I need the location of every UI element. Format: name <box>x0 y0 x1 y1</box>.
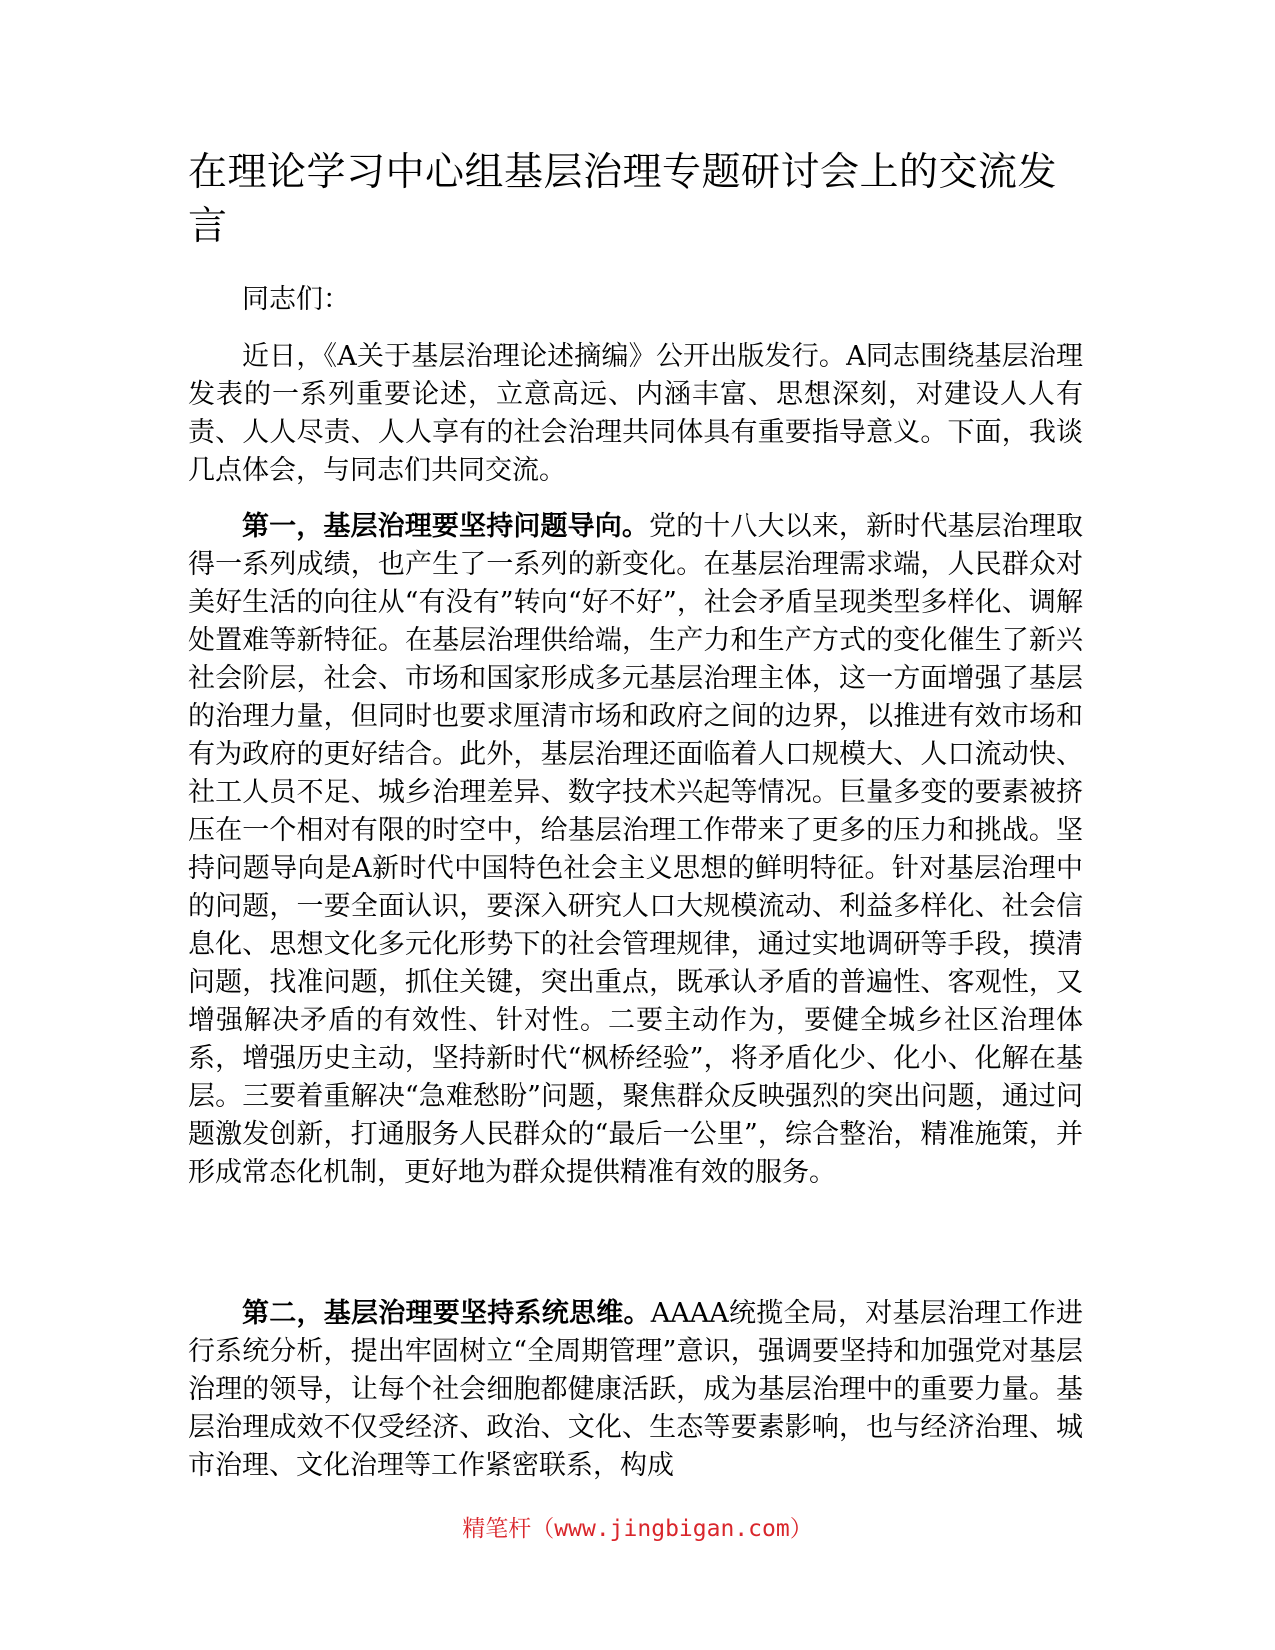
section-heading-1: 第一，基层治理要坚持问题导向。 <box>242 511 649 542</box>
section-text-2: AAAA统揽全局，对基层治理工作进行系统分析，提出牢固树立“全周期管理”意识，强调要坚持和加强党对基层治理的领导，让每个社会细胞都健康活跃，成为基层治理中的重要力量。基层治理成效不仅受经济、政治、文化、生态等要素影响，也与经济治理、城市治理、文化治理等工作紧密联系，构成 <box>188 1298 1083 1481</box>
intro-paragraph: 近日，《A关于基层治理论述摘编》公开出版发行。A同志围绕基层治理发表的一系列重要论述，立意高远、内涵丰富、思想深刻，对建设人人有责、人人尽责、人人享有的社会治理共同体具有重要指导意义。下面，我谈几点体会，与同志们共同交流。 <box>188 341 1083 486</box>
section-paragraph-1 <box>188 508 1083 1192</box>
greeting: 同志们： <box>242 284 350 315</box>
section-paragraph-2 <box>188 1295 1083 1485</box>
section-heading-2: 第二，基层治理要坚持系统思维。 <box>242 1298 651 1329</box>
document-title: 在理论学习中心组基层治理专题研讨会上的交流发言 <box>188 150 1058 249</box>
footer-watermark: 精笔杆（www.jingbigan.com） <box>462 1516 813 1542</box>
section-text-1: 党的十八大以来，新时代基层治理取得一系列成绩，也产生了一系列的新变化。在基层治理需求端，人民群众对美好生活的向往从“有没有”转向“好不好”，社会矛盾呈现类型多样化、调解处置难等新特征。在基层治理供给端，生产力和生产方式的变化催生了新兴社会阶层，社会、市场和国家形成多元基层治理主体，这一方面增强了基层的治理力量，但同时也要求厘清市场和政府之间的边界，以推进有效市场和有为政府的更好结合。此外，基层治理还面临着人口规模大、人口流动快、社工人员不足、城乡治理差异、数字技术兴起等情况。巨量多变的要素被挤压在一个相对有限的时空中，给基层治理工作带来了更多的压力和挑战。坚持问题导向是A新时代中国特色社会主义思想的鲜明特征。针对基层治理中的问题，一要全面认识，要深入研究人口大规模流动、利益多样化、社会信息化、思想文化多元化形势下的社会管理规律，通过实地调研等手段，摸清问题，找准问题，抓住关键，突出重点，既承认矛盾的普遍性、客观性，又增强解决矛盾的有效性、针对性。二要主动作为，要健全城乡社区治理体系，增强历史主动，坚持新时代“枫桥经验”，将矛盾化少、化小、化解在基层。三要着重解决“急难愁盼”问题，聚焦群众反映强烈的突出问题，通过问题激发创新，打通服务人民群众的“最后一公里”，综合整治，精准施策，并形成常态化机制，更好地为群众提供精准有效的服务。 <box>188 511 1083 1188</box>
